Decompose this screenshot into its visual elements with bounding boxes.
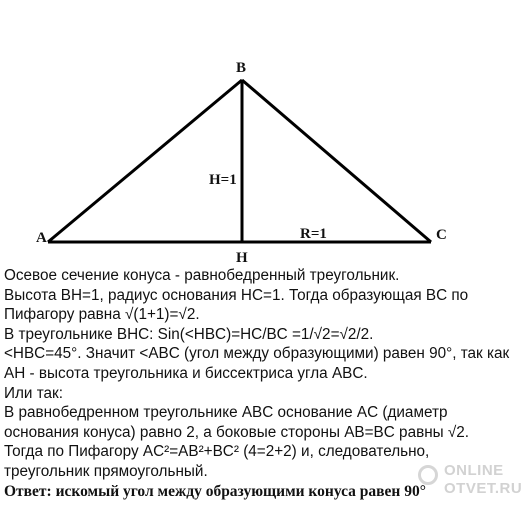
label-c: C	[436, 227, 447, 243]
text-line: В треугольнике BHC: Sin(<HBC)=HC/BC =1/√2=√2/2.	[4, 325, 374, 343]
text-line: Или так:	[4, 384, 63, 402]
label-radius: R=1	[300, 226, 327, 242]
text-line: треугольник прямоугольный.	[4, 462, 208, 480]
watermark-line-2: OTVET.RU	[444, 480, 523, 497]
watermark-logo	[418, 462, 522, 508]
text-line: AH - высота треугольника и биссектриса угла ABC.	[4, 364, 368, 382]
side-ab	[48, 80, 242, 242]
text-line: Тогда по Пифагору AC²=AB²+BC² (4=2+2) и, следовательно,	[4, 443, 430, 461]
label-height: H=1	[209, 172, 237, 188]
text-line: <HBC=45°. Значит <ABC (угол между образующими) равен 90°, так как	[4, 345, 510, 363]
text-line: основания конуса) равно 2, а боковые стороны AB=BC равны √2.	[4, 423, 470, 441]
text-line: Осевое сечение конуса - равнобедренный треугольник.	[4, 267, 400, 284]
text-line: Пифагору равна √(1+1)=√2.	[4, 306, 200, 324]
answer-line: Ответ: искомый угол между образующими конуса равен 90°	[4, 482, 426, 500]
label-b: B	[236, 60, 247, 76]
watermark-line-1: ONLINE	[444, 462, 504, 479]
text-line: В равнобедренном треугольнике ABC основание AC (диаметр	[4, 404, 448, 422]
label-a: A	[36, 230, 47, 246]
text-line: Высота BH=1, радиус основания HC=1. Тогда образующая BC по	[4, 286, 469, 304]
globe-icon	[418, 465, 438, 485]
side-bc	[242, 80, 431, 242]
label-h: H	[236, 250, 248, 266]
